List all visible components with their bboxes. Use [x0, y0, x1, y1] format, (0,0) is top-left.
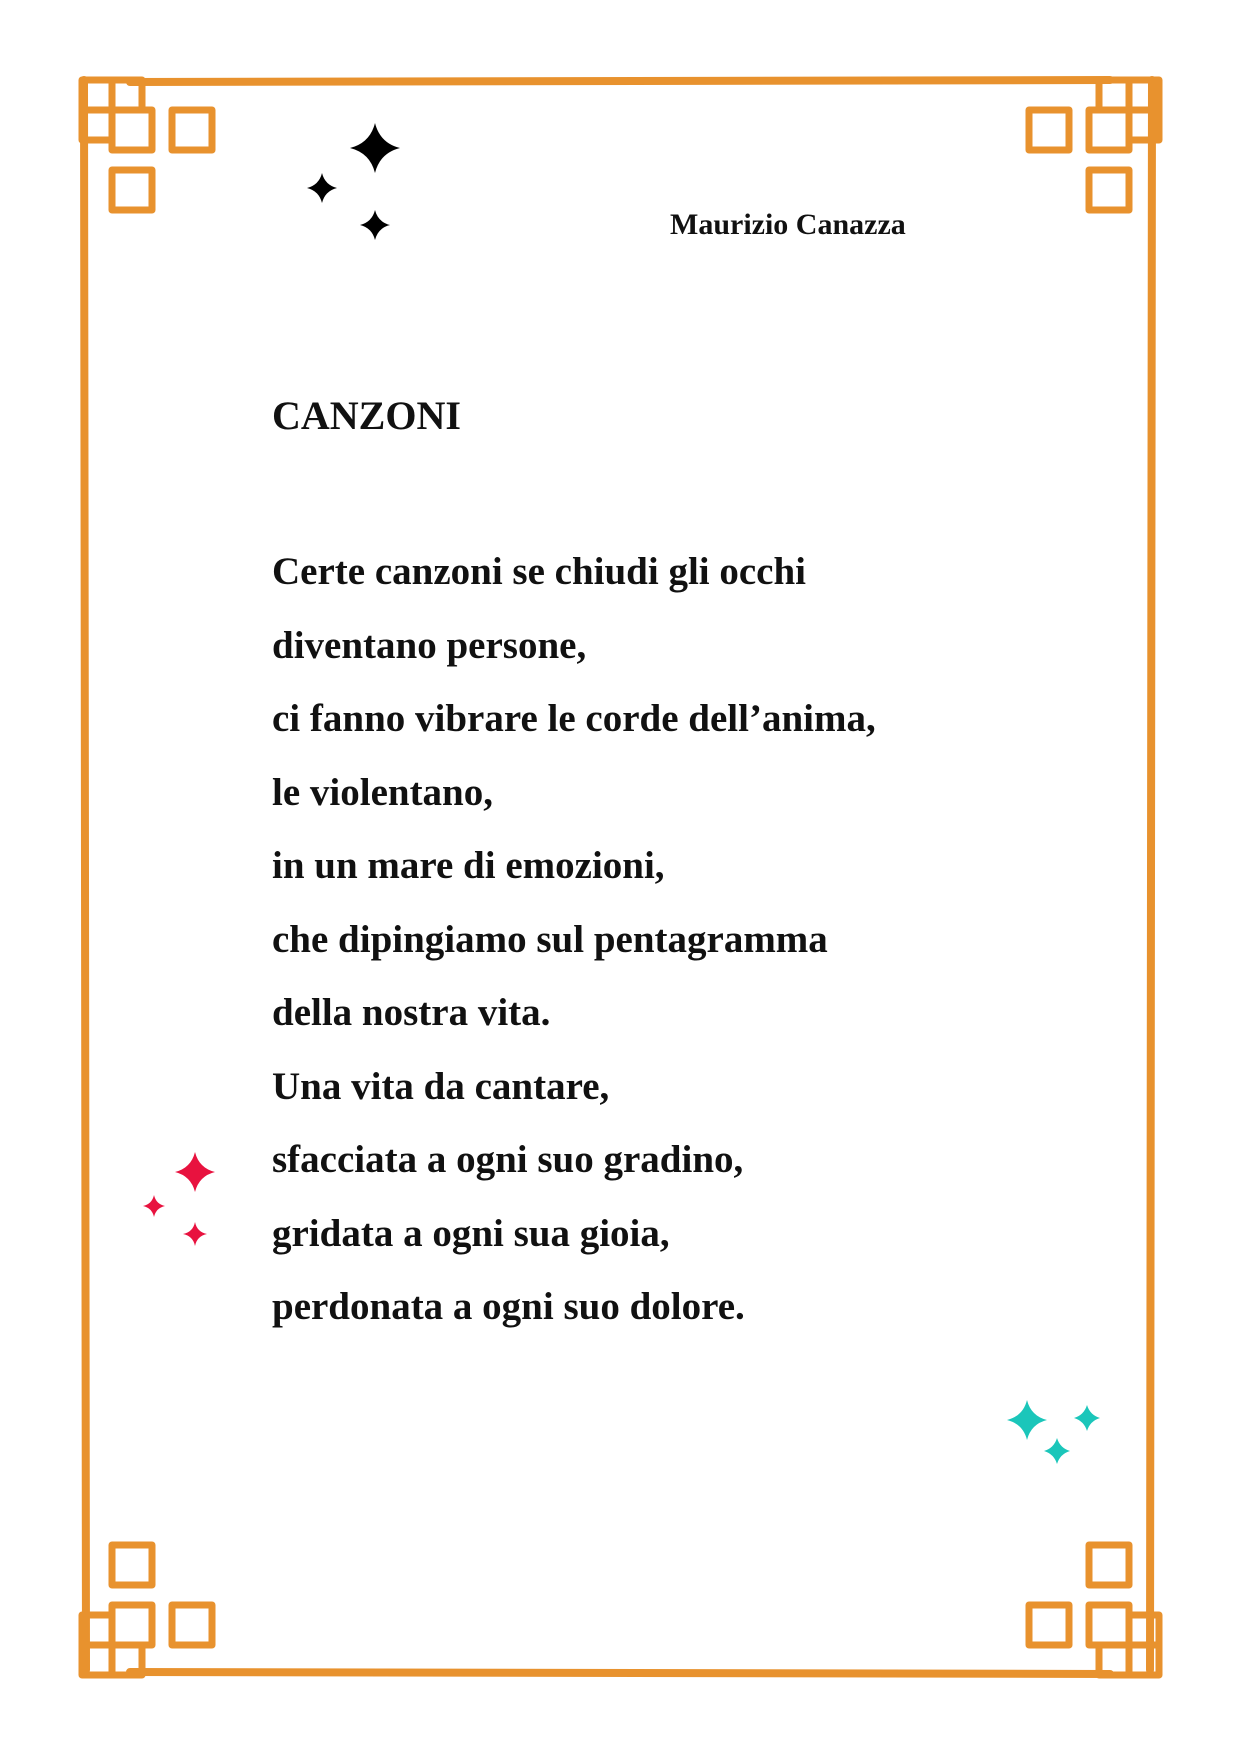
poem-verse: che dipingiamo sul pentagramma	[272, 917, 828, 961]
poem-title: CANZONI	[272, 393, 461, 438]
frame-top-border	[130, 80, 1110, 82]
poem-verse: in un mare di emozioni,	[272, 844, 665, 887]
frame-bottom-border	[130, 1672, 1110, 1674]
poem-verse: della nostra vita.	[272, 991, 551, 1034]
poem-verse: diventano persone,	[272, 623, 587, 667]
poem-body	[272, 535, 876, 1344]
poem-verse: Una vita da cantare,	[272, 1064, 610, 1108]
greek-key-corner-icon	[1029, 1545, 1159, 1675]
greek-key-corner-icon	[82, 80, 212, 210]
greek-key-corner-icon	[82, 1545, 212, 1675]
poem-verse: le violentano,	[272, 770, 493, 814]
poem-verse: ci fanno vibrare le corde dell’anima,	[272, 697, 876, 740]
sparkle-icon	[140, 1150, 222, 1260]
frame-left-border	[84, 80, 86, 1670]
poem-verse: sfacciata a ogni suo gradino,	[272, 1138, 744, 1181]
sparkle-icon	[300, 118, 410, 253]
poem-verse: Certe canzoni se chiudi gli occhi	[272, 550, 807, 593]
greek-key-corner-icon	[1029, 80, 1159, 210]
frame-right-border	[1150, 80, 1152, 1670]
sparkle-icon	[1005, 1398, 1135, 1478]
author-name: Maurizio Canazza	[670, 208, 906, 241]
poem-verse: perdonata a ogni suo dolore.	[272, 1285, 745, 1328]
poem-verse: gridata a ogni sua gioia,	[272, 1211, 670, 1255]
